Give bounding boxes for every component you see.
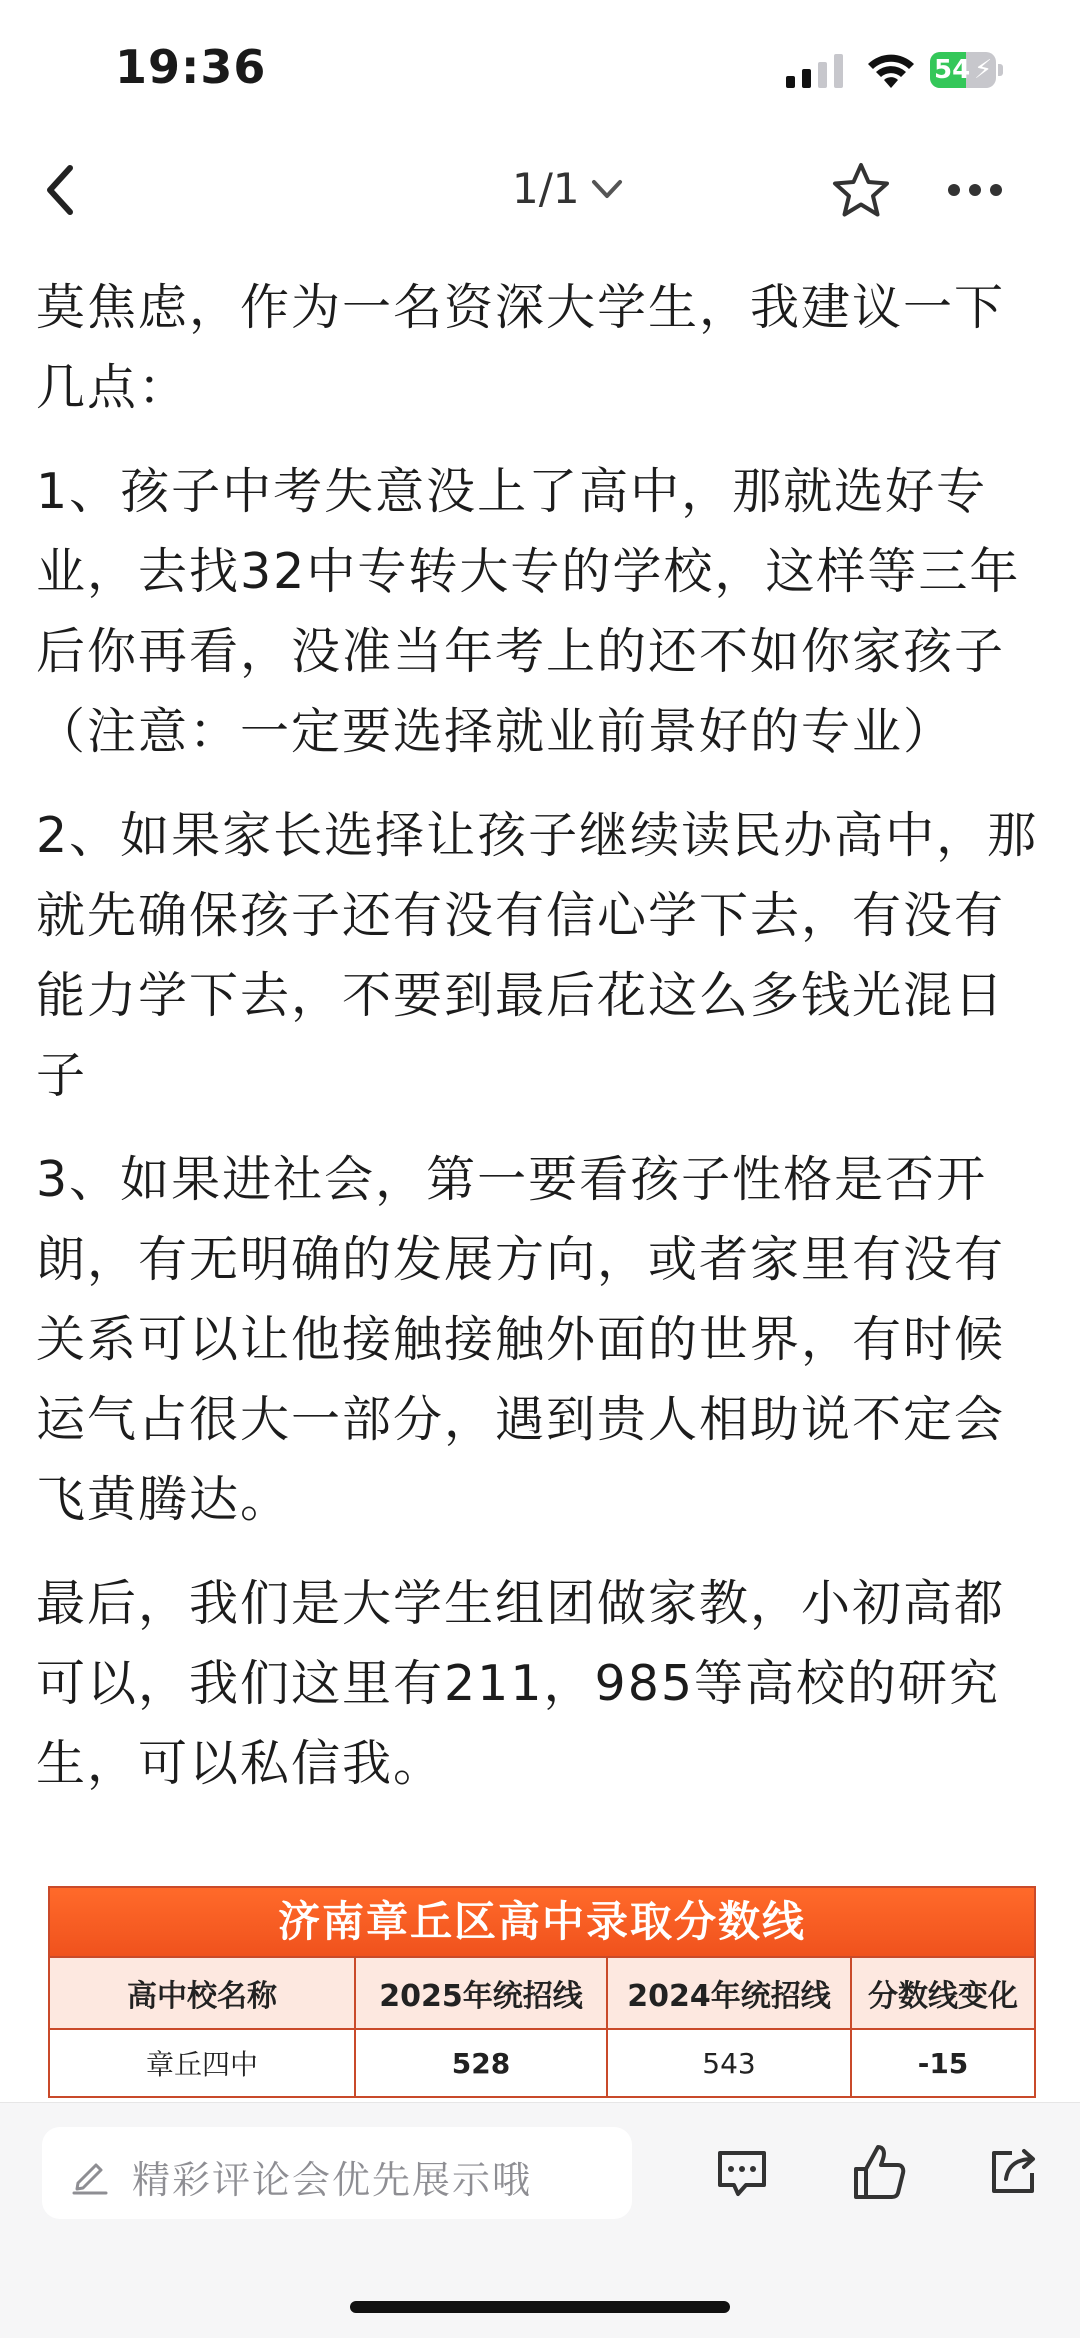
home-indicator[interactable] — [350, 2301, 730, 2313]
table-header: 高中校名称 — [50, 1958, 356, 2028]
table-header: 2025年统招线 — [356, 1958, 608, 2028]
table-cell: 528 — [356, 2030, 608, 2096]
paragraph: 最后，我们是大学生组团做家教，小初高都可以，我们这里有211，985等高校的研究生，可以私信我。 — [36, 1575, 1006, 1792]
comment-input[interactable] — [42, 2127, 632, 2219]
post-content — [36, 268, 1046, 1828]
paragraph: 莫焦虑，作为一名资深大学生，我建议一下几点： — [36, 279, 1006, 416]
table-cell: 543 — [608, 2030, 852, 2096]
comment-placeholder: 精彩评论会优先展示哦 — [132, 2158, 533, 2202]
status-bar — [0, 0, 1080, 140]
post-image[interactable] — [36, 1838, 1044, 2098]
chevron-down-icon[interactable] — [590, 174, 624, 204]
table-title: 济南章丘区高中录取分数线 — [50, 1888, 1034, 1956]
table-header-row — [50, 1956, 1034, 2028]
star-icon[interactable] — [830, 160, 892, 220]
table-cell: 章丘四中 — [50, 2030, 356, 2096]
nav-bar — [0, 150, 1080, 230]
more-icon[interactable] — [946, 170, 1004, 210]
pen-icon — [70, 2155, 110, 2195]
paragraph: 2、如果家长选择让孩子继续读民办高中，那就先确保孩子还有没有信心学下去，有没有能力学下去，不要到最后花这么多钱光混日子 — [36, 807, 1039, 1104]
table-row — [50, 2028, 1034, 2096]
charging-icon: ⚡ — [974, 55, 993, 85]
score-table — [48, 1886, 1036, 2098]
table-header: 分数线变化 — [868, 1979, 1018, 2014]
bottom-action-bar — [0, 2102, 1080, 2338]
status-time: 19:36 — [115, 40, 267, 94]
share-icon[interactable] — [986, 2145, 1040, 2199]
page-indicator[interactable]: 1/1 — [512, 164, 580, 213]
paragraph: 3、如果进社会，第一要看孩子性格是否开朗，有无明确的发展方向，或者家里有没有关系可以让他接触接触外面的世界，有时候运气占很大一部分，遇到贵人相助说不定会飞黄腾达。 — [36, 1151, 1006, 1528]
wifi-icon — [866, 50, 916, 90]
table-row — [50, 2096, 1034, 2098]
chat-icon[interactable] — [714, 2147, 770, 2199]
back-icon[interactable] — [40, 162, 80, 218]
battery-indicator — [930, 52, 1004, 88]
table-cell: -15 — [917, 2046, 969, 2080]
table-header: 2024年统招线 — [608, 1958, 852, 2028]
paragraph: 1、孩子中考失意没上了高中，那就选好专业，去找32中专转大专的学校，这样等三年后你再看，没准当年考上的还不如你家孩子（注意：一定要选择就业前景好的专业） — [36, 463, 1021, 760]
battery-level: 54 — [934, 55, 971, 85]
like-icon[interactable] — [852, 2143, 906, 2201]
cellular-signal-icon — [786, 54, 846, 88]
